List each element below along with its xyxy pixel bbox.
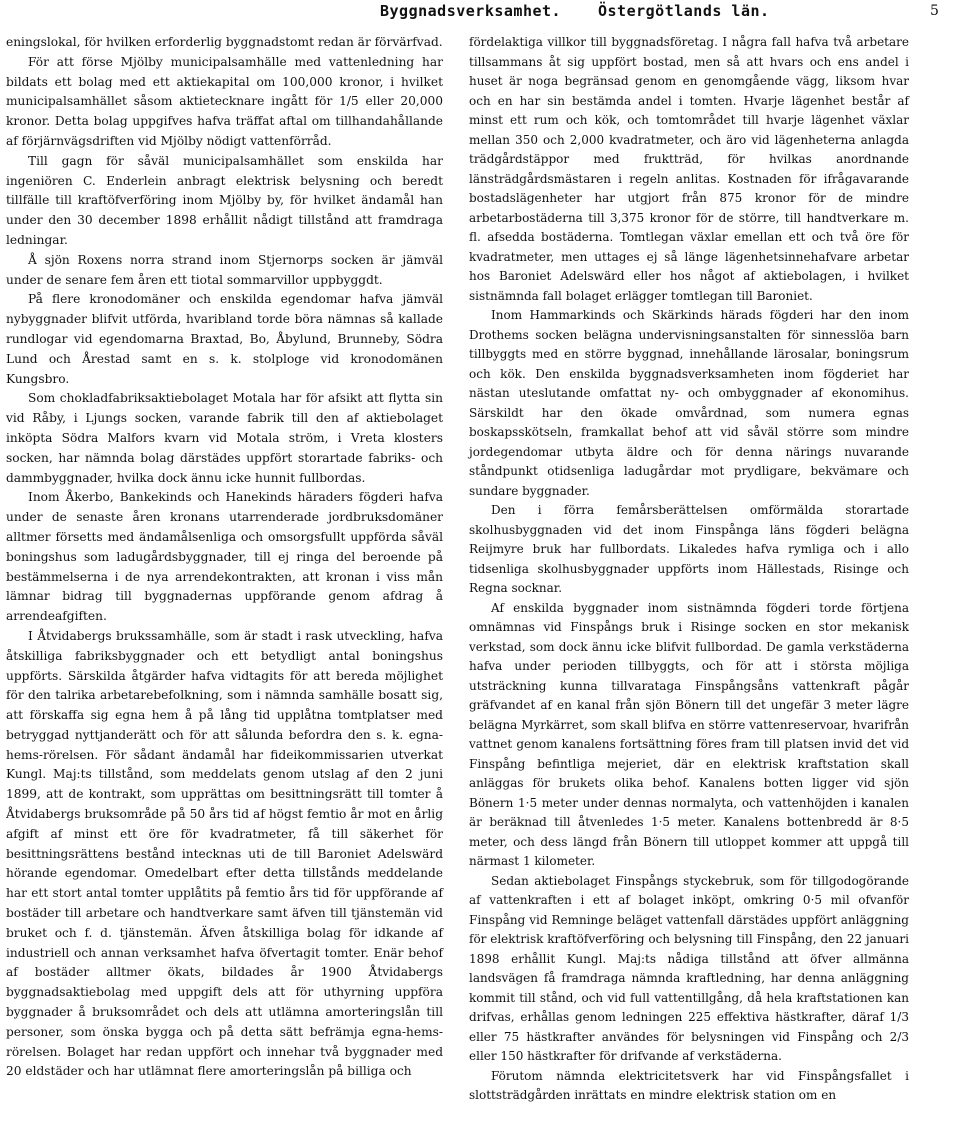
paragraph: Å sjön Roxens norra strand inom Stjernorps socken är jämväl under de senare fem åren ett tiotal sommarvillor uppbyggdt. (6, 252, 443, 287)
paragraph: Förutom nämnda elektricitetsverk har vid Finspångsfallet i slottsträdgården inrättats en mindre elektrisk station om en (469, 1068, 909, 1102)
paragraph: eningslokal, för hvilken erforderlig byggnadstomt redan är förvärfvad. (6, 35, 443, 49)
paragraph: Af enskilda byggnader inom sistnämnda fögderi torde förtjena omnämnas vid Finspångs bruk i Risinge socken en stor mekanisk verkstad, som dock ännu icke blifvit fullbordad. De gamla verkstäderna hafva under perioden tillbyggts, och för att i största möjliga utsträckning kunna tillvarataga Finspångsåns vattenkraft pågår gräfvandet af en kanal från sjön Bönern till det ungefär 3 meter lägre belägna Myrkärret, som skall blifva en större vattenreservoar, hvarifrån vattnet genom kanalens fortsättning föres fram till platsen invid det vid Finspång befintliga mejeriet, där en elektrisk kraftstation skall anläggas för brukets olika behof. Kanalens botten ligger vid sjön Bönern 1·5 meter under dennas normalyta, och vattenhöjden i kanalen är beräknad till åtvenledes 1·5 meter. Kanalens bottenbredd är 8·5 meter, och dess längd från Bönern till utloppet kommer att uppgå till närmast 1 kilometer. (469, 600, 909, 868)
running-head-section: Byggnadsverksamhet. (380, 2, 562, 20)
page-header (0, 0, 960, 24)
paragraph: Som chokladfabriksaktiebolaget Motala har för afsikt att flytta sin vid Råby, i Ljungs socken, varande fabrik till den af aktiebolaget inköpta Södra Malfors kvarn vid Motala ström, i Vreta klosters socken, har nämnda bolag därstädes uppfört storartade fabriks- och dammbyggnader, hvilka dock ännu icke hunnit fullbordas. (6, 391, 443, 485)
paragraph: Sedan aktiebolaget Finspångs styckebruk, som för tillgodogörande af vattenkraften i ett af bolaget inköpt, omkring 0·5 mil ofvanför Finspång vid Remninge beläget vattenfall därstädes uppfört anläggning för elektrisk kraftöfverföring och belysning till Finspång, den 22 januari 1898 erhållit Kungl. Maj:ts nådiga tillstånd att öfver allmänna landsvägen få framdraga nämnda kraftledning, har denna anläggning kommit till stånd, och vid full vattentillgång, då hela kraftstationen kan drifvas, erhållas genom ledningen 225 effektiva hästkrafter, däraf 1/3 eller 75 hästkrafter användes för belysningen vid Finspång och 2/3 eller 150 hästkrafter för drifvande af verkstäderna. (469, 873, 909, 1063)
paragraph: fördelaktiga villkor till byggnadsföretag. I några fall hafva två arbetare tillsammans åt sig uppfört bostad, men så att hvars och ens andel i huset är noga begränsad genom en genomgående vägg, liksom hvar och en har sin bestämda andel i tomten. Hvarje lägenhet består af minst ett rum och kök, och tomtområdet till hvarje lägenhet växlar mellan 350 och 2,000 kvadratmeter, och äro vid lägenheterna anlagda trädgårdstäppor med fruktträd, för hvilkas anordnande länsträdgårdsmästaren i regeln anlitas. Kostnaden för ifrågavarande bostadslägenheter har utgjort från 875 kronor för de mindre arbetarbostäderna till 3,375 kronor för de större, till handtverkare m. fl. afsedda bostäderna. Tomtlegan växlar emellan ett och två öre för kvadratmeter, men uttages ej så länge lägenhetsinnehafvare arbetar hos Baroniet Adelswärd eller hos något af aktiebolagen, i hvilket sistnämnda fall bolaget erlägger tomtlegan till Baroniet. (469, 35, 909, 303)
left-column (6, 33, 443, 1082)
running-head-county: Östergötlands län. (598, 2, 770, 20)
right-column (469, 33, 909, 1106)
paragraph: Inom Hammarkinds och Skärkinds härads fögderi har den inom Drothems socken belägna undervisningsanstalten för sinnesslöa barn tillbyggts med en större byggnad, innehållande lärosalar, boningsrum och kök. Den enskilda byggnadsverksamheten inom fögderiet har nästan uteslutande omfattat ny- och ombyggnader af ekonomihus. Särskildt har den ökade omvårdnad, som numera egnas boskapsskötseln, framkallat behof att vid såväl större som mindre jordegendomar utbyta äldre och för denna närings nuvarande ståndpunkt otidsenliga ladugårdar mot prydligare, bekvämare och sundare byggnader. (469, 308, 909, 498)
paragraph: På flere kronodomäner och enskilda egendomar hafva jämväl nybyggnader blifvit utförda, hvaribland torde böra nämnas så kallade rundlogar vid egendomarna Braxtad, Bo, Åbylund, Brunneby, Södra Lund och Årestad samt en s. k. stolploge vid kronodomänen Kungsbro. (6, 292, 443, 386)
paragraph: I Åtvidabergs brukssamhälle, som är stadt i rask utveckling, hafva åtskilliga fabriksbyggnader och ett betydligt antal boningshus uppförts. Särskilda åtgärder hafva vidtagits för att bereda möjlighet för den talrika arbetarebefolkning, som i nämnda samhälle bosatt sig, att förskaffa sig egna hem å på lång tid upplåtna tomtplatser med betryggad nyttjanderätt och för att sålunda befordra den s. k. egna-hems-rörelsen. För sådant ändamål har fideikommissarien utverkat Kungl. Maj:ts tillstånd, som meddelats genom utslag af den 2 juni 1899, att de kontrakt, som upprättas om besittningsrätt till tomter å Åtvidabergs bruksområde på 50 års tid af högst femtio år mot en årlig afgift af minst ett öre för kvadratmeter, få till säkerhet för besittningsrättens bestånd intecknas uti de till Baroniet Adelswärd hörande egendomar. Omedelbart efter detta tillstånds meddelande har ett stort antal tomter upplåtits på femtio års tid för uppförande af bostäder till arbetare och handtverkare samt äfven till tjänstemän vid bruket och f. d. tjänstemän. Äfven åtskilliga bolag för idkande af industriell och annan verksamhet hafva öfvertagit tomter. Enär behof af bostäder alltmer ökats, bildades år 1900 Åtvidabergs byggnadsaktiebolag med uppgift dels att för uthyrning uppföra byggnader å bruksområdet och dels att utlämna amorteringslån till personer, som önska bygga och på detta sätt befrämja egna-hems-rörelsen. Bolaget har redan uppfört och innehar två byggnader med 20 eldstäder och har utlämnat flere amorteringslån på billiga och (6, 628, 443, 1079)
paragraph: För att förse Mjölby municipalsamhälle med vattenledning har bildats ett bolag med ett aktiekapital om 100,000 kronor, i hvilket municipalsamhället såsom aktietecknare ingått för 1/5 eller 20,000 kronor. Detta bolag uppgifves hafva träffat aftal om tillhandahållande af förjärnvägsdriften vid Mjölby nödigt vattenförråd. (6, 54, 443, 148)
paragraph: Inom Åkerbo, Bankekinds och Hanekinds häraders fögderi hafva under de senaste åren kronans utarrenderade jordbruksdomäner alltmer försetts med ändamålsenliga och omsorgsfullt uppförda såväl boningshus som ladugårdsbyggnader, till ej ringa del beroende på bestämmelserna i de nya arrendekontrakten, att kronan i viss mån lämnar bidrag till byggnadernas uppförande genom afdrag å arrendeafgiften. (6, 490, 443, 624)
page-number: 5 (930, 3, 939, 19)
paragraph: Den i förra femårsberättelsen omförmälda storartade skolhusbyggnaden vid det inom Finspånga läns fögderi belägna Reijmyre bruk har fullbordats. Likaledes hafva rymliga och i allo tidsenliga skolhusbyggnader uppförts inom Hällestads, Risinge och Regna socknar. (469, 503, 909, 595)
paragraph: Till gagn för såväl municipalsamhället som enskilda har ingeniören C. Enderlein anbragt elektrisk belysning och beredt tillfälle till kraftöfverföring inom Mjölby by, för hvilket ändamål han under den 30 december 1898 erhållit nådigt tillstånd att framdraga ledningar. (6, 153, 443, 247)
